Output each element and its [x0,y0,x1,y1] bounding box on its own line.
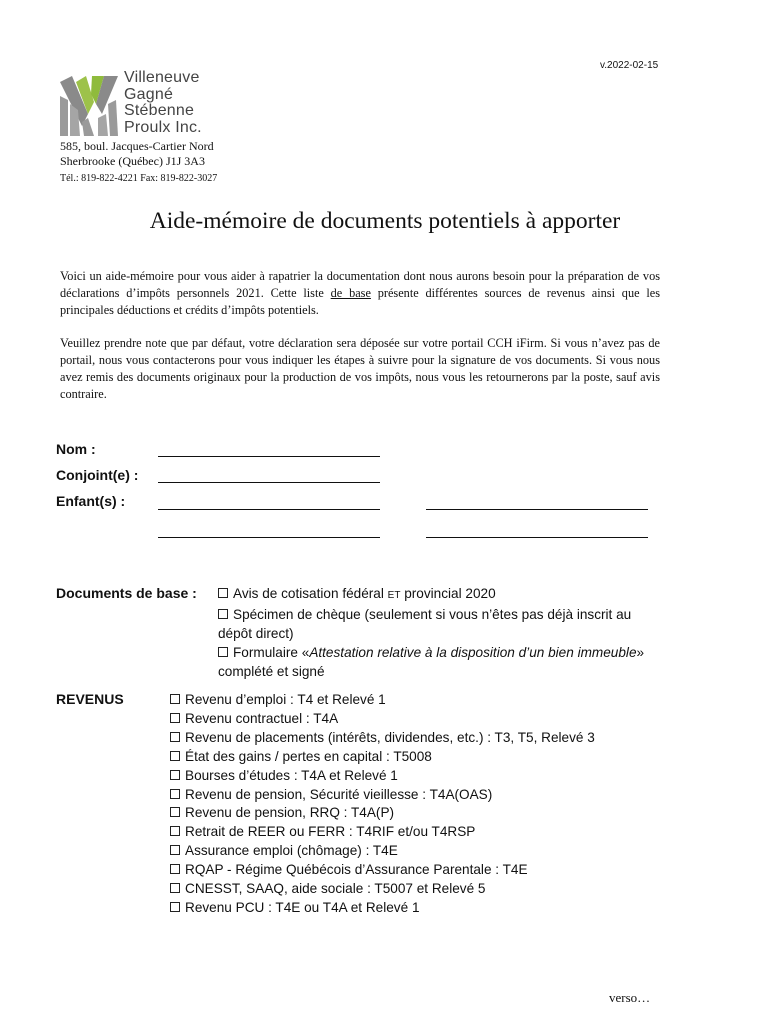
conjoint-line[interactable] [158,482,380,483]
nom-line[interactable] [158,456,380,457]
company-name-line: Proulx Inc. [124,118,202,136]
item-text: Spécimen de chèque (seulement si vous n’êtes pas déjà inscrit au dépôt direct) [218,606,632,641]
company-logo-icon [58,74,122,136]
item-text: Revenu de pension, Sécurité vieillesse : T4A(OAS) [185,786,493,802]
item-text: Revenu d’emploi : T4 et Relevé 1 [185,692,386,707]
item-text: Bourses d’études : T4A et Relevé 1 [185,767,398,783]
checkbox[interactable] [170,807,180,817]
version-label: v.2022-02-15 [600,60,659,71]
conjoint-label: Conjoint(e) : [56,467,139,483]
item-text: Formulaire « [233,644,310,660]
item-text: Retrait de REER ou FERR : T4RIF et/ou T4RSP [185,824,476,840]
list-item [170,842,595,861]
checkbox[interactable] [218,647,228,657]
checkbox[interactable] [218,609,228,619]
documents-de-base-label: Documents de base : [56,585,197,601]
item-text: Assurance emploi (chômage) : T4E [185,843,398,859]
revenus-label: REVENUS [56,691,124,707]
company-name-line: Villeneuve [124,69,200,86]
phone-fax-line: Tél.: 819-822-4221 Fax: 819-822-3027 [60,173,218,184]
checkbox[interactable] [170,770,180,780]
address-line-2: Sherbrooke (Québec) J1J 3A3 [60,154,205,168]
enfant-line-2[interactable] [426,509,648,510]
company-name [124,70,202,136]
checkbox[interactable] [170,826,180,836]
enfant-line-4[interactable] [426,537,648,538]
intro-underlined: de base [330,286,371,300]
list-item [170,880,595,899]
intro-text-2: présente différentes sources de revenus ainsi que les principales déductions et crédits d’impôts potentiels. [60,286,661,317]
company-name-line: Stébenne [124,102,195,119]
item-text: » complété et signé [218,644,645,679]
item-text-et: ET [387,590,401,601]
checkbox[interactable] [170,694,180,704]
list-item [170,729,595,748]
item-text: État des gains / pertes en capital : T5008 [185,748,432,764]
checkbox[interactable] [170,902,180,912]
verso-footer: verso… [609,990,651,1005]
documents-de-base-list [218,585,658,682]
item-text: Revenu de placements (intérêts, dividendes, etc.) : T3, T5, Relevé 3 [185,729,595,745]
intro-paragraph [60,268,660,319]
company-name-line: Gagné [124,85,174,103]
checkbox[interactable] [170,845,180,855]
enfant-line-1[interactable] [158,509,380,510]
checkbox[interactable] [170,732,180,742]
item-text: CNESST, SAAQ, aide sociale : T5007 et Relevé 5 [185,881,486,897]
list-item [218,606,658,644]
checkbox[interactable] [170,864,180,874]
list-item [170,748,595,767]
list-item [218,644,658,682]
page-title: Aide-mémoire de documents potentiels à apporter [149,208,621,234]
list-item [170,823,595,842]
list-item [170,691,595,710]
list-item [218,585,658,606]
checkbox[interactable] [170,789,180,799]
revenus-list [170,691,595,918]
item-text: Revenu contractuel : T4A [185,710,339,726]
list-item [170,804,595,823]
list-item [170,767,595,786]
nom-label: Nom : [56,441,96,457]
list-item [170,786,595,805]
checkbox[interactable] [218,588,228,598]
checkbox[interactable] [170,883,180,893]
checkbox[interactable] [170,751,180,761]
notice-paragraph: Veuillez prendre note que par défaut, votre déclaration sera déposée sur votre portail CCH iFirm. Si vous n’avez pas de portail, nous vous contacterons pour vous indiquer les étapes à suivre pour la signature de vos documents. Si vous nous avez remis des documents originaux pour la production de vos impôts, nous vous les retournerons par la poste, sauf avis contraire. [60,336,660,401]
checkbox[interactable] [170,713,180,723]
list-item [170,899,595,918]
item-text: Avis de cotisation fédéral [233,586,388,601]
enfant-line-3[interactable] [158,537,380,538]
item-text: provincial 2020 [400,586,496,601]
enfants-label: Enfant(s) : [56,493,126,509]
company-address [60,139,217,186]
address-line-1: 585, boul. Jacques-Cartier Nord [60,139,214,153]
item-text: Revenu PCU : T4E ou T4A et Relevé 1 [185,899,420,915]
item-text: Revenu de pension, RRQ : T4A(P) [185,805,395,821]
list-item [170,861,595,880]
item-text-italic: Attestation relative à la disposition d’un bien immeuble [309,644,637,660]
list-item [170,710,595,729]
item-text: RQAP - Régime Québécois d’Assurance Parentale : T4E [185,862,528,878]
intro-text-1: Voici un aide-mémoire pour vous aider à rapatrier la documentation dont nous aurons besoin pour la préparation de vos déclarations d’impôts personnels 2021. Cette liste [60,269,660,300]
